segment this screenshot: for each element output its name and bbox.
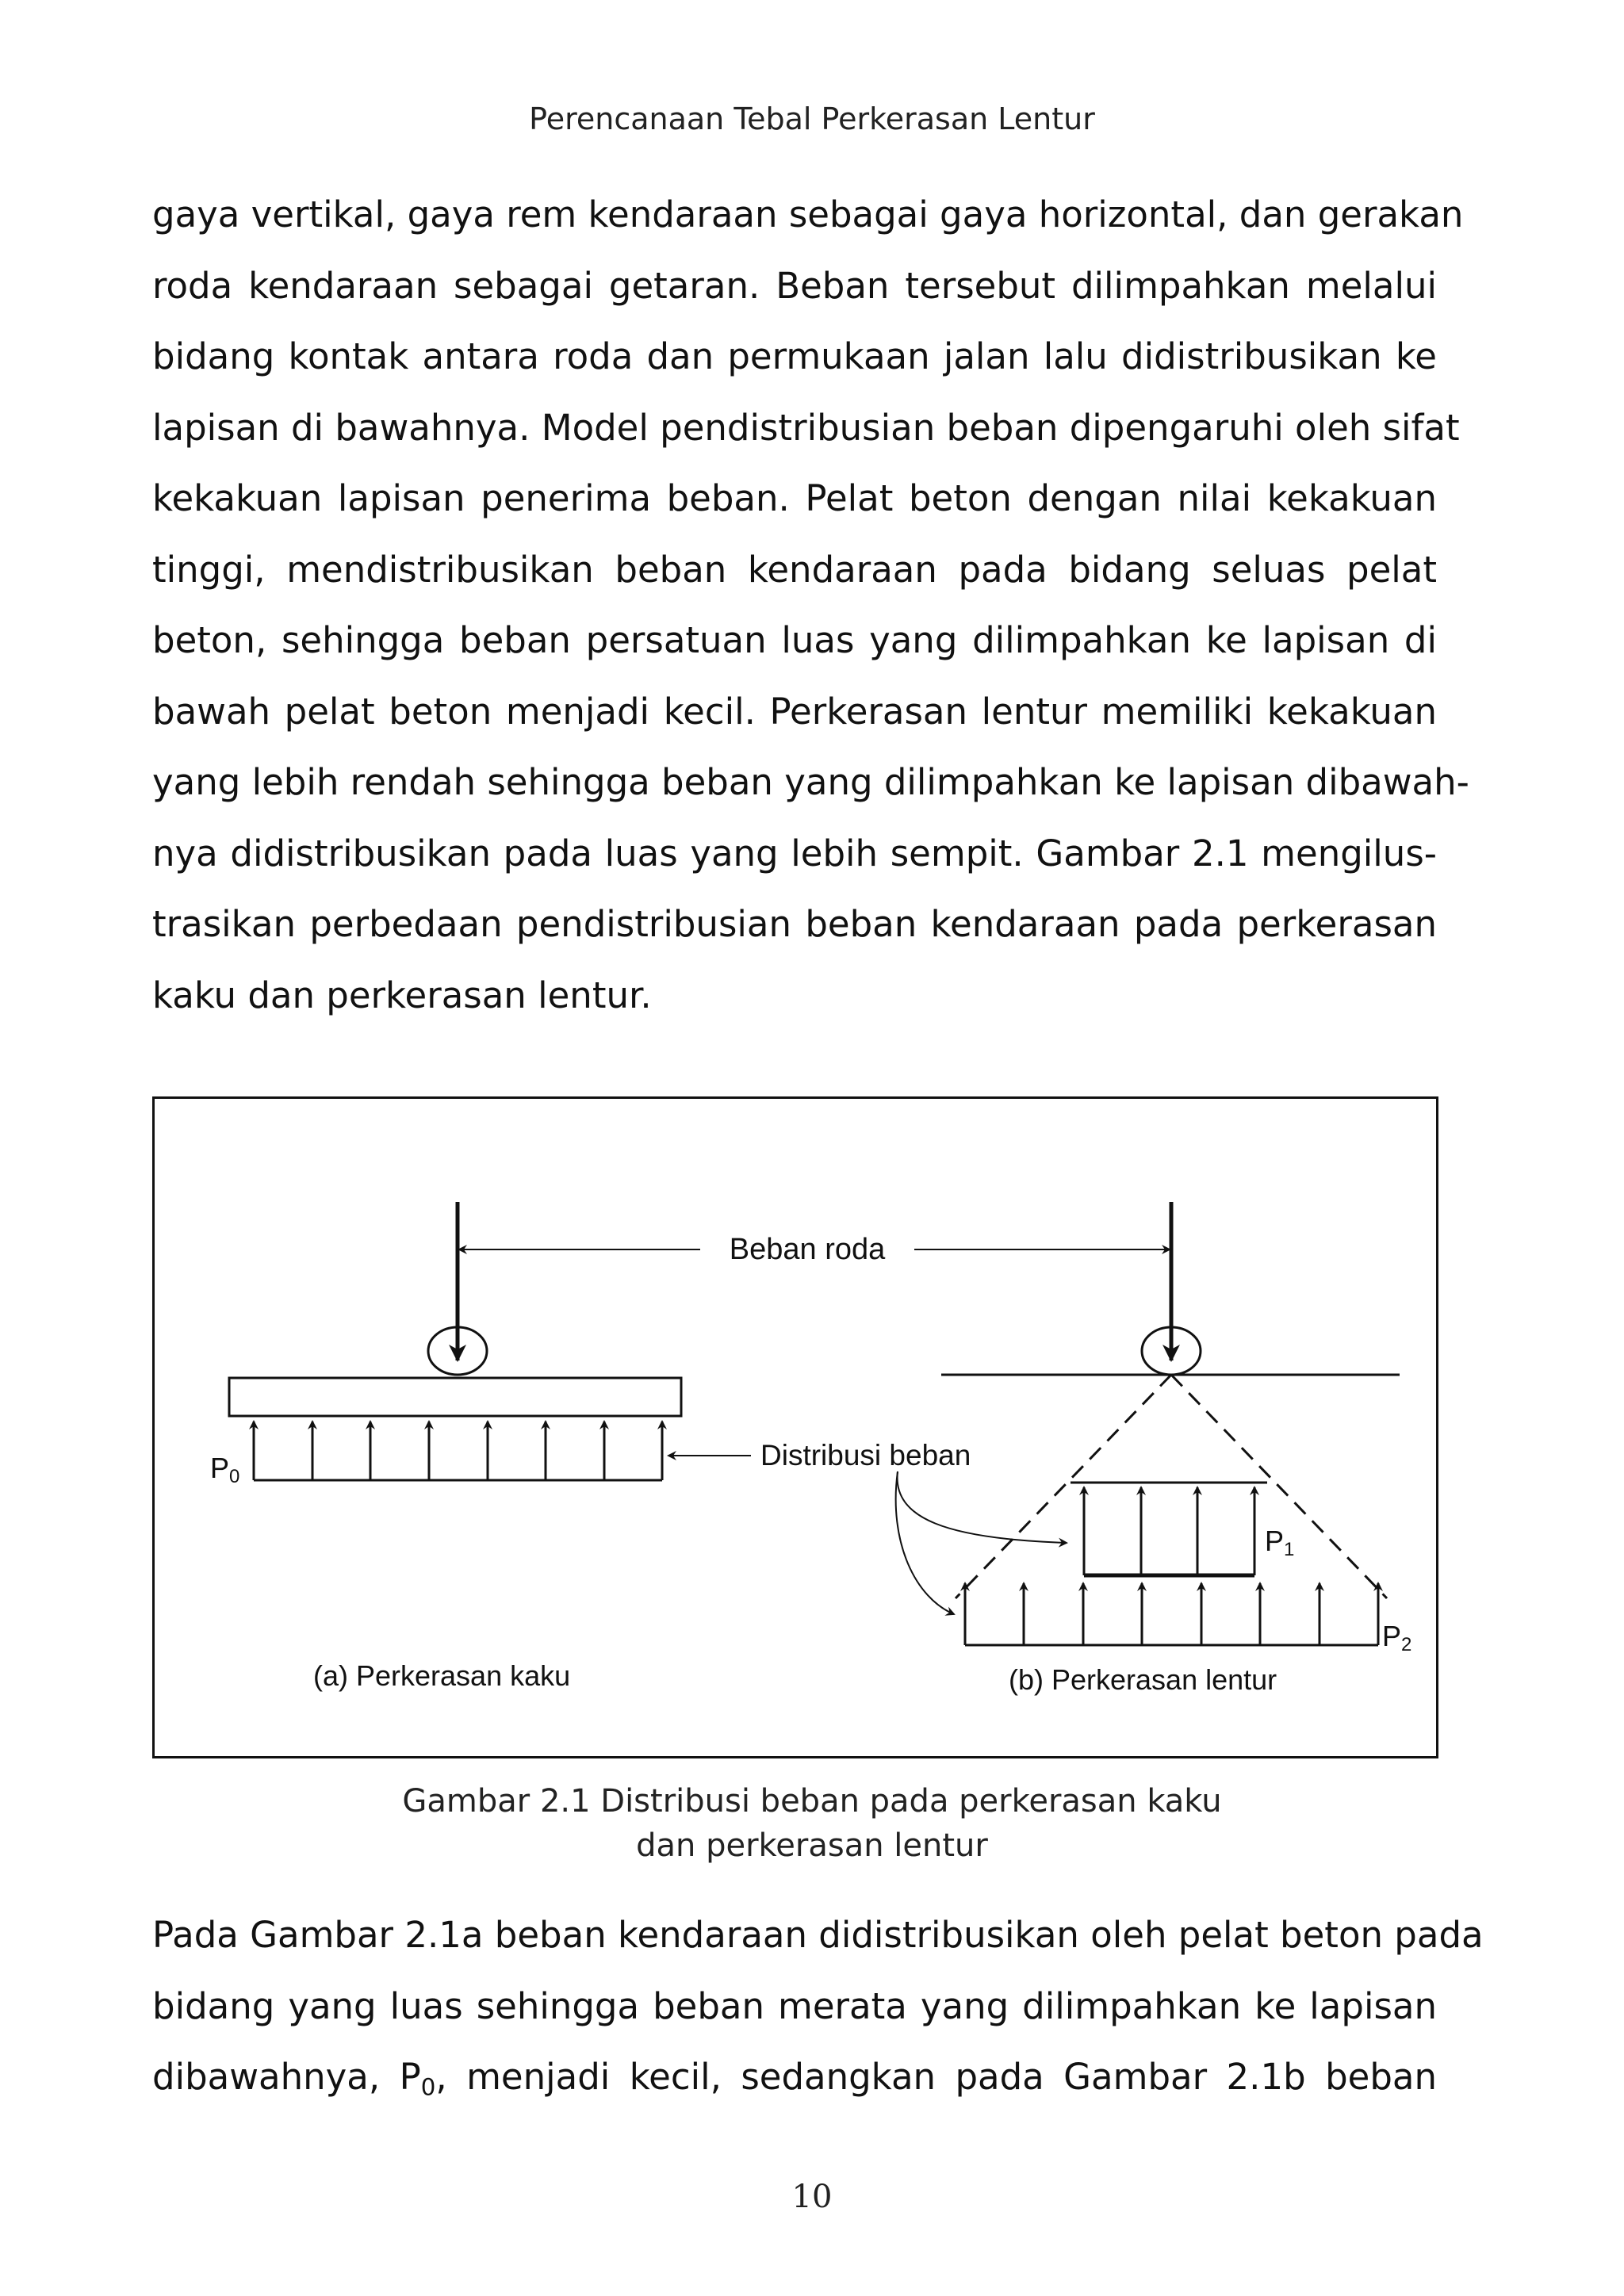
flexible-pavement-diagram: [941, 1202, 1411, 1696]
p2-label: P2: [1382, 1620, 1412, 1655]
load-distribution-diagram: [155, 1099, 1436, 1756]
paragraph-line: kaku dan perkerasan lentur.: [152, 974, 652, 1016]
beban-roda-label: Beban roda: [729, 1233, 886, 1266]
paragraph-line: nya didistribusikan pada luas yang lebih sempit. Gambar 2.1 mengilus-: [152, 832, 1437, 874]
body-paragraph-2: [152, 1900, 1484, 2113]
p1-arrows: [1084, 1487, 1254, 1575]
distribution-label-group: [668, 1439, 1067, 1614]
rigid-pavement-diagram: [210, 1202, 681, 1692]
line-text: dibawahnya, P: [152, 2056, 421, 2098]
paragraph-line: [152, 2042, 1437, 2113]
paragraph-line: bidang kontak antara roda dan permukaan jalan lalu didistribusikan ke: [152, 335, 1437, 377]
distribution-cone-left: [956, 1375, 1171, 1598]
p0-arrows: [254, 1422, 662, 1480]
paragraph-line: gaya vertikal, gaya rem kendaraan sebagai gaya horizontal, dan gerakan: [152, 193, 1464, 235]
p1-label: P1: [1265, 1525, 1295, 1560]
paragraph-line: roda kendaraan sebagai getaran. Beban tersebut dilimpahkan melalui: [152, 264, 1437, 307]
paragraph-line: beton, sehingga beban persatuan luas yang dilimpahkan ke lapisan di: [152, 619, 1437, 661]
caption-a: (a) Perkerasan kaku: [313, 1659, 571, 1692]
paragraph-line: lapisan di bawahnya. Model pendistribusian beban dipengaruhi oleh sifat: [152, 406, 1460, 449]
concrete-slab: [229, 1378, 681, 1416]
distribution-cone-right: [1171, 1375, 1387, 1598]
pointer-to-p1: [898, 1471, 1067, 1543]
body-paragraph-1: [152, 179, 1469, 1031]
paragraph-line: Pada Gambar 2.1a beban kendaraan didistribusikan oleh pelat beton pada: [152, 1914, 1484, 1956]
caption-line-2: dan perkerasan lentur: [636, 1827, 988, 1864]
paragraph-line: tinggi, mendistribusikan beban kendaraan pada bidang seluas pelat: [152, 548, 1437, 591]
paragraph-line: kekakuan lapisan penerima beban. Pelat beton dengan nilai kekakuan: [152, 477, 1437, 519]
figure-2-1: [152, 1096, 1438, 1758]
paragraph-line: trasikan perbedaan pendistribusian beban kendaraan pada perkerasan: [152, 903, 1437, 945]
paragraph-line: bidang yang luas sehingga beban merata yang dilimpahkan ke lapisan: [152, 1984, 1437, 2027]
running-header: Perencanaan Tebal Perkerasan Lentur: [529, 101, 1095, 136]
wheel-load-dimension: [459, 1233, 1170, 1266]
caption-line-1: Gambar 2.1 Distribusi beban pada perkerasan kaku: [402, 1783, 1222, 1820]
paragraph-line: yang lebih rendah sehingga beban yang dilimpahkan ke lapisan dibawah-: [152, 761, 1469, 803]
caption-b: (b) Perkerasan lentur: [1009, 1663, 1277, 1696]
subscript-zero: 0: [420, 2073, 436, 2101]
distribusi-beban-label: Distribusi beban: [760, 1439, 971, 1471]
figure-caption: [0, 1779, 1624, 1868]
pointer-to-p2: [896, 1471, 954, 1614]
line-text: , menjadi kecil, sedangkan pada Gambar 2.1b beban: [435, 2056, 1437, 2098]
p0-label: P0: [210, 1452, 240, 1487]
paragraph-line: bawah pelat beton menjadi kecil. Perkerasan lentur memiliki kekakuan: [152, 690, 1437, 733]
page-number: 10: [791, 2179, 833, 2215]
p2-arrows: [965, 1583, 1378, 1645]
